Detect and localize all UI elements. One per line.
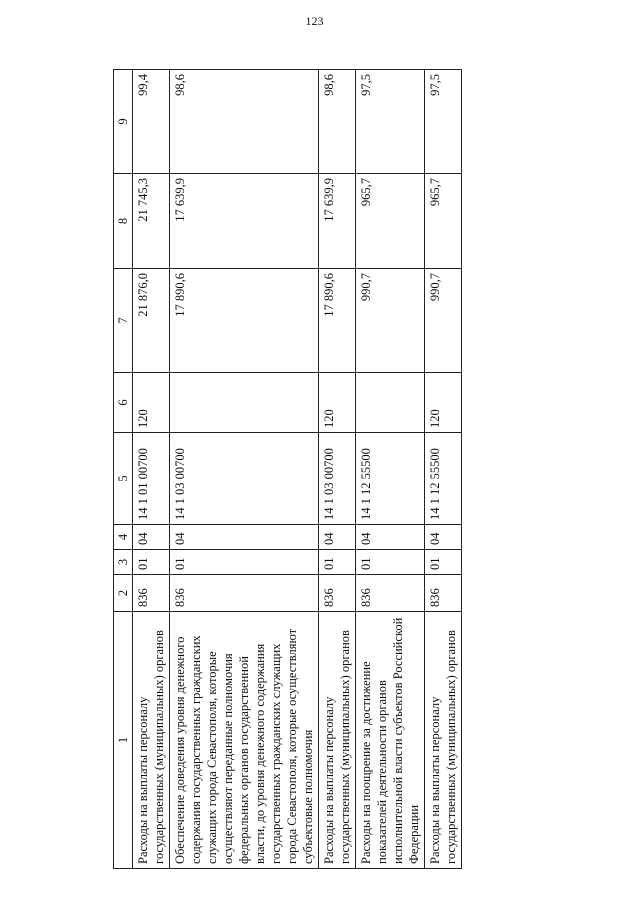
expense-name-cell: Обеспечение доведения уровня денежного содержания государственных гражданских служащих города Севастополя, которые осуществляют переданные полномочия федеральных органов государственной власти, до уровня денежного содержания государственных гражданских служащих города Севастополя, которые осуществляют субъектовые полномочия: [170, 612, 319, 869]
percent-cell: 99,4: [133, 70, 170, 174]
section-cell: 01: [170, 550, 319, 575]
expense-type-cell: [356, 373, 425, 433]
expense-name-cell: Расходы на выплаты персоналу государственных (муниципальных) органов: [133, 612, 170, 869]
subsection-cell: 04: [133, 525, 170, 550]
target-article-cell: 14 1 03 00700: [319, 433, 356, 525]
section-cell: 01: [319, 550, 356, 575]
subsection-cell: 04: [170, 525, 319, 550]
budget-table: [113, 69, 462, 869]
header-row: [114, 70, 133, 869]
actual-amount-cell: 17 639,9: [319, 174, 356, 269]
percent-cell: 98,6: [319, 70, 356, 174]
actual-amount-cell: 965,7: [356, 174, 425, 269]
expense-type-cell: 120: [425, 373, 462, 433]
plan-amount-cell: 17 890,6: [319, 269, 356, 373]
header-cell: 6: [114, 373, 133, 433]
actual-amount-cell: 17 639,9: [170, 174, 319, 269]
percent-cell: 97,5: [356, 70, 425, 174]
subsection-cell: 04: [319, 525, 356, 550]
table-row: [170, 70, 319, 869]
expense-name-cell: Расходы на выплаты персоналу государственных (муниципальных) органов: [319, 612, 356, 869]
plan-amount-cell: 17 890,6: [170, 269, 319, 373]
percent-cell: 98,6: [170, 70, 319, 174]
header-cell: 1: [114, 612, 133, 869]
target-article-cell: 14 1 01 00700: [133, 433, 170, 525]
ministry-code-cell: 836: [356, 575, 425, 612]
section-cell: 01: [356, 550, 425, 575]
plan-amount-cell: 21 876,0: [133, 269, 170, 373]
header-cell: 5: [114, 433, 133, 525]
expense-name-cell: Расходы на поощрение за достижение показателей деятельности органов исполнительной власти субъектов Российской Федерации: [356, 612, 425, 869]
header-cell: 7: [114, 269, 133, 373]
ministry-code-cell: 836: [133, 575, 170, 612]
target-article-cell: 14 1 12 55500: [356, 433, 425, 525]
target-article-cell: 14 1 03 00700: [170, 433, 319, 525]
header-cell: 3: [114, 550, 133, 575]
expense-name-cell: Расходы на выплаты персоналу государственных (муниципальных) органов: [425, 612, 462, 869]
expense-type-cell: 120: [319, 373, 356, 433]
header-cell: 2: [114, 575, 133, 612]
table-row: [133, 70, 170, 869]
plan-amount-cell: 990,7: [356, 269, 425, 373]
subsection-cell: 04: [356, 525, 425, 550]
expense-type-cell: 120: [133, 373, 170, 433]
ministry-code-cell: 836: [425, 575, 462, 612]
section-cell: 01: [425, 550, 462, 575]
ministry-code-cell: 836: [319, 575, 356, 612]
subsection-cell: 04: [425, 525, 462, 550]
table-row: [319, 70, 356, 869]
section-cell: 01: [133, 550, 170, 575]
table-row: [356, 70, 425, 869]
plan-amount-cell: 990,7: [425, 269, 462, 373]
page-number: 123: [305, 14, 324, 28]
target-article-cell: 14 1 12 55500: [425, 433, 462, 525]
actual-amount-cell: 21 745,3: [133, 174, 170, 269]
header-cell: 8: [114, 174, 133, 269]
header-cell: 4: [114, 525, 133, 550]
percent-cell: 97,5: [425, 70, 462, 174]
actual-amount-cell: 965,7: [425, 174, 462, 269]
ministry-code-cell: 836: [170, 575, 319, 612]
header-cell: 9: [114, 70, 133, 174]
expense-type-cell: [170, 373, 319, 433]
table-row: [425, 70, 462, 869]
